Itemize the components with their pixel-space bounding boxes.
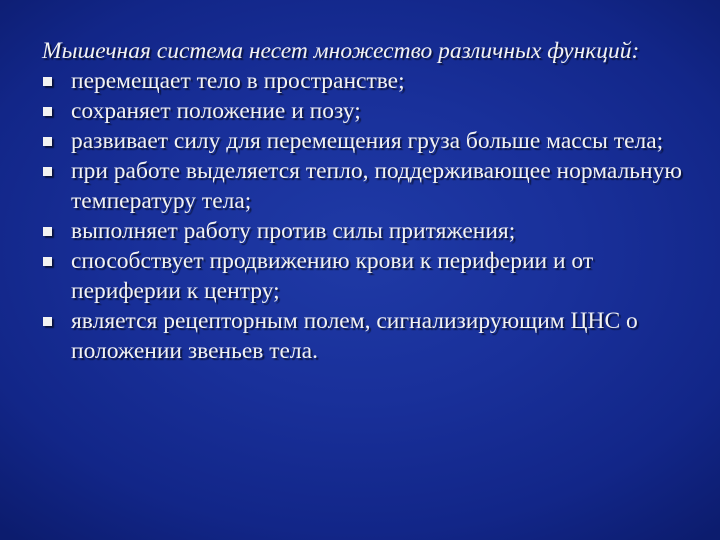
- list-item-text: при работе выделяется тепло, поддерживающее нормальную температуру тела;: [71, 158, 682, 214]
- square-bullet-icon: [43, 317, 52, 326]
- slide-content: [42, 36, 702, 366]
- list-item: [42, 246, 702, 306]
- list-item-text: перемещает тело в пространстве;: [71, 68, 405, 94]
- list-item-text: является рецепторным полем, сигнализирующим ЦНС о положении звеньев тела.: [71, 308, 638, 364]
- square-bullet-icon: [43, 227, 52, 236]
- list-item-text: выполняет работу против силы притяжения;: [71, 218, 516, 244]
- list-item: [42, 66, 702, 96]
- square-bullet-icon: [43, 167, 52, 176]
- list-item: [42, 156, 702, 216]
- list-item: [42, 306, 702, 366]
- square-bullet-icon: [43, 137, 52, 146]
- bullet-list: [42, 66, 702, 366]
- list-item: [42, 216, 702, 246]
- list-item-text: развивает силу для перемещения груза больше массы тела;: [71, 128, 664, 154]
- list-item: [42, 126, 702, 156]
- square-bullet-icon: [43, 107, 52, 116]
- slide-title: Мышечная система несет множество различных функций:: [42, 38, 640, 64]
- square-bullet-icon: [43, 77, 52, 86]
- list-item: [42, 96, 702, 126]
- square-bullet-icon: [43, 257, 52, 266]
- list-item-text: способствует продвижению крови к периферии и от периферии к центру;: [71, 248, 594, 304]
- list-item-text: сохраняет положение и позу;: [71, 98, 361, 124]
